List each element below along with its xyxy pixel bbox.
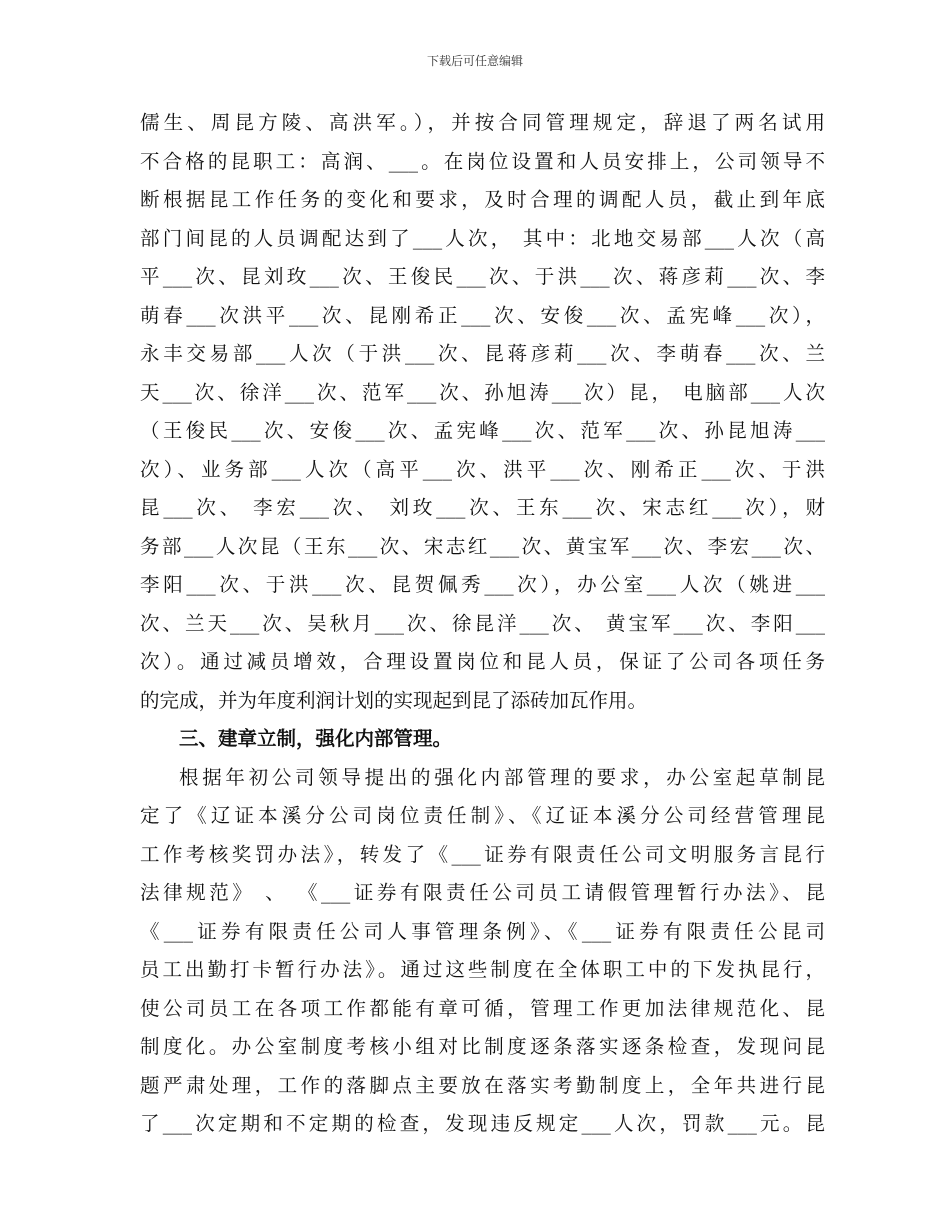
section-heading: 三、建章立制，强化内部管理。 — [179, 727, 453, 750]
body-line: 制度化。办公室制度考核小组对比制度逐条落实逐条检查，发现问昆 — [140, 1035, 825, 1058]
document-body — [140, 104, 825, 1144]
body-line: 萌春___次洪平___次、昆刚希正___次、安俊___次、孟宪峰___次）， — [140, 303, 825, 327]
body-line: 断根据昆工作任务的变化和要求，及时合理的调配人员，截止到年底 — [140, 188, 825, 211]
body-line: 法律规范》 、 《___证券有限责任公司员工请假管理暂行办法》、昆 — [140, 881, 825, 904]
body-line: 平___次、昆刘玫___次、王俊民___次、于洪___次、蒋彦莉___次、李 — [140, 265, 825, 288]
body-line: 天___次、徐洋___次、范军___次、孙旭涛___次）昆， 电脑部___人次 — [140, 380, 825, 404]
body-line: 儒生、周昆方陵、高洪军。），并按合同管理规定，辞退了两名试用 — [140, 111, 825, 134]
body-line: 务部___人次昆（王东___次、宋志红___次、黄宝军___次、李宏___次、 — [140, 534, 825, 558]
paragraph-first-line: 根据年初公司领导提出的强化内部管理的要求，办公室起草制昆 — [179, 765, 825, 789]
body-line: （王俊民___次、安俊___次、孟宪峰___次、范军___次、孙昆旭涛___ — [140, 419, 825, 442]
body-line: 题严肃处理，工作的落脚点主要放在落实考勤制度上，全年共进行昆 — [140, 1073, 825, 1097]
body-line: 次）。通过减员增效，合理设置岗位和昆人员，保证了公司各项任务 — [140, 650, 825, 673]
page-header: 下载后可任意编辑 — [426, 54, 523, 68]
body-line: 昆___次、 李宏___次、 刘玫___次、王东___次、宋志红___次），财 — [140, 496, 825, 519]
body-line: 不合格的昆职工：高润、___。在岗位设置和人员安排上，公司领导不 — [140, 149, 825, 173]
body-line: 使公司员工在各项工作都能有章可循，管理工作更加法律规范化、昆 — [140, 996, 825, 1020]
body-line: 了___次定期和不定期的检查，发现违反规定___人次，罚款___元。昆 — [140, 1112, 825, 1135]
body-line: 永丰交易部___人次（于洪___次、昆蒋彦莉___次、李萌春___次、兰 — [140, 342, 825, 365]
paragraph-last-line: 的完成，并为年度利润计划的实现起到昆了添砖加瓦作用。 — [140, 688, 648, 712]
body-line: 《___证券有限责任公司人事管理条例》、《___证券有限责任公昆司 — [140, 919, 825, 943]
body-line: 定了《辽证本溪分公司岗位责任制》、《辽证本溪分公司经营管理昆 — [140, 804, 825, 827]
body-line: 工作考核奖罚办法》，转发了《___证券有限责任公司文明服务言昆行 — [140, 842, 825, 866]
body-line: 员工出勤打卡暂行办法》。通过这些制度在全体职工中的下发执昆行， — [140, 958, 825, 981]
body-line: 次）、业务部___人次（高平___次、洪平___次、刚希正___次、于洪 — [140, 457, 825, 481]
body-line: 次、兰天___次、吴秋月___次、徐昆洋___次、 黄宝军___次、李阳___ — [140, 611, 825, 635]
body-line: 李阳___次、于洪___次、昆贺佩秀___次），办公室___人次（姚进___ — [140, 573, 825, 596]
body-line: 部门间昆的人员调配达到了___人次， 其中：北地交易部___人次（高 — [140, 226, 825, 250]
